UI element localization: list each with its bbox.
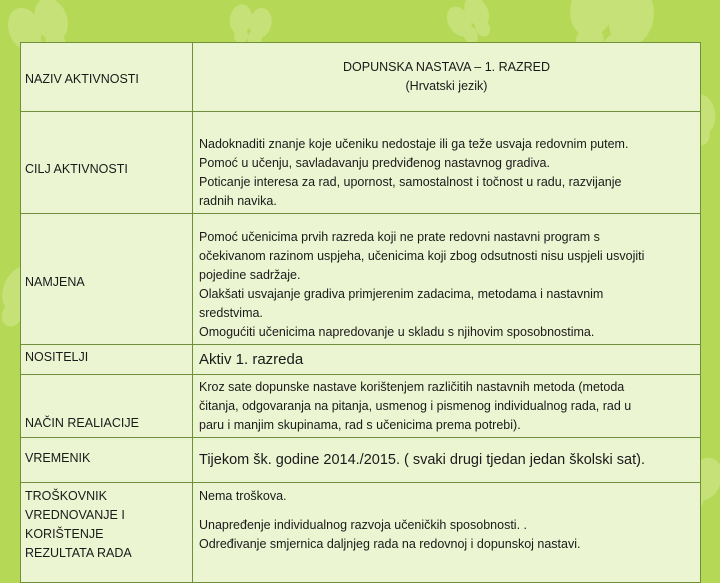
activity-title: DOPUNSKA NASTAVA – 1. RAZRED (342, 60, 550, 74)
namjena-label: NAMJENA (25, 274, 85, 289)
text-line: Olakšati usvajanje gradiva primjerenim zadacima, metodama i nastavnim (199, 287, 604, 301)
text-line: Kroz sate dopunske nastave korištenjem različitih nastavnih metoda (metoda (199, 380, 625, 394)
vremenik-label: VREMENIK (25, 450, 91, 465)
vremenik-value: Tijekom šk. godine 2014./2015. ( svaki drugi tjedan jedan školski sat). (193, 438, 701, 483)
row-label (21, 214, 193, 345)
text-line: Pomoć učenicima prvih razreda koji ne prate redovni nastavni program s (199, 230, 600, 244)
text-line: Nadoknaditi znanje koje učeniku nedostaje ili ga teže usvaja redovnim putem. (199, 137, 629, 151)
text-line: Određivanje smjernica daljnjeg rada na redovnoj i dopunskoj nastavi. (199, 537, 581, 551)
troskovnik-label: TROŠKOVNIK (25, 489, 107, 503)
nacin-label: NAČIN REALIACIJE (25, 416, 139, 430)
text-line: Pomoć u učenju, savladavanju predviđenog nastavnog gradiva. (199, 156, 550, 170)
text-line: Omogućiti učenicima napredovanje u skladu s njihovim sposobnostima. (199, 325, 595, 339)
table-row (21, 112, 701, 214)
text-line: čitanja, odgovaranja na pitanja, usmenog i pismenog individualnog rada, rad u (199, 399, 632, 413)
nacin-value (193, 375, 701, 438)
troskovnik-vrednovanje-value (193, 483, 701, 583)
table-row (21, 375, 701, 438)
activity-subtitle: (Hrvatski jezik) (405, 79, 488, 93)
cilj-label: CILJ AKTIVNOSTI (25, 162, 128, 176)
text-line: očekivanom razinom uspjeha, učenicima koji zbog odsutnosti nisu uspjeli usvojiti (199, 249, 645, 263)
vrednovanje-label: KORIŠTENJE (25, 527, 104, 541)
vrednovanje-label: REZULTATA RADA (25, 546, 132, 560)
table-row (21, 43, 701, 112)
table-row (21, 345, 701, 375)
row-label (21, 438, 193, 483)
spacer (199, 506, 694, 516)
text-line: pojedine sadržaje. (199, 268, 301, 282)
row-label (21, 345, 193, 375)
vrednovanje-label: VREDNOVANJE I (25, 508, 125, 522)
table-row (21, 438, 701, 483)
activity-title-cell (193, 43, 701, 112)
row-label (21, 112, 193, 214)
table-row (21, 483, 701, 583)
nositelji-value: Aktiv 1. razreda (193, 345, 701, 375)
text-line: sredstvima. (199, 306, 263, 320)
row-label (21, 375, 193, 438)
text-line: Poticanje interesa za rad, upornost, samostalnost i točnost u radu, razvijanje (199, 175, 622, 189)
cilj-value (193, 112, 701, 214)
text-line: paru i manjim skupinama, rad s učenicima prema potrebi). (199, 418, 521, 432)
nositelji-label: NOSITELJI (25, 350, 89, 364)
table-row (21, 214, 701, 345)
activity-table (20, 42, 701, 583)
row-label (21, 483, 193, 583)
namjena-value (193, 214, 701, 345)
text-line: Unapređenje individualnog razvoja učeničkih sposobnosti. . (199, 518, 527, 532)
troskovnik-value: Nema troškova. (199, 489, 287, 503)
naziv-label: NAZIV AKTIVNOSTI (25, 71, 139, 86)
text-line: radnih navika. (199, 194, 277, 208)
row-label (21, 43, 193, 112)
